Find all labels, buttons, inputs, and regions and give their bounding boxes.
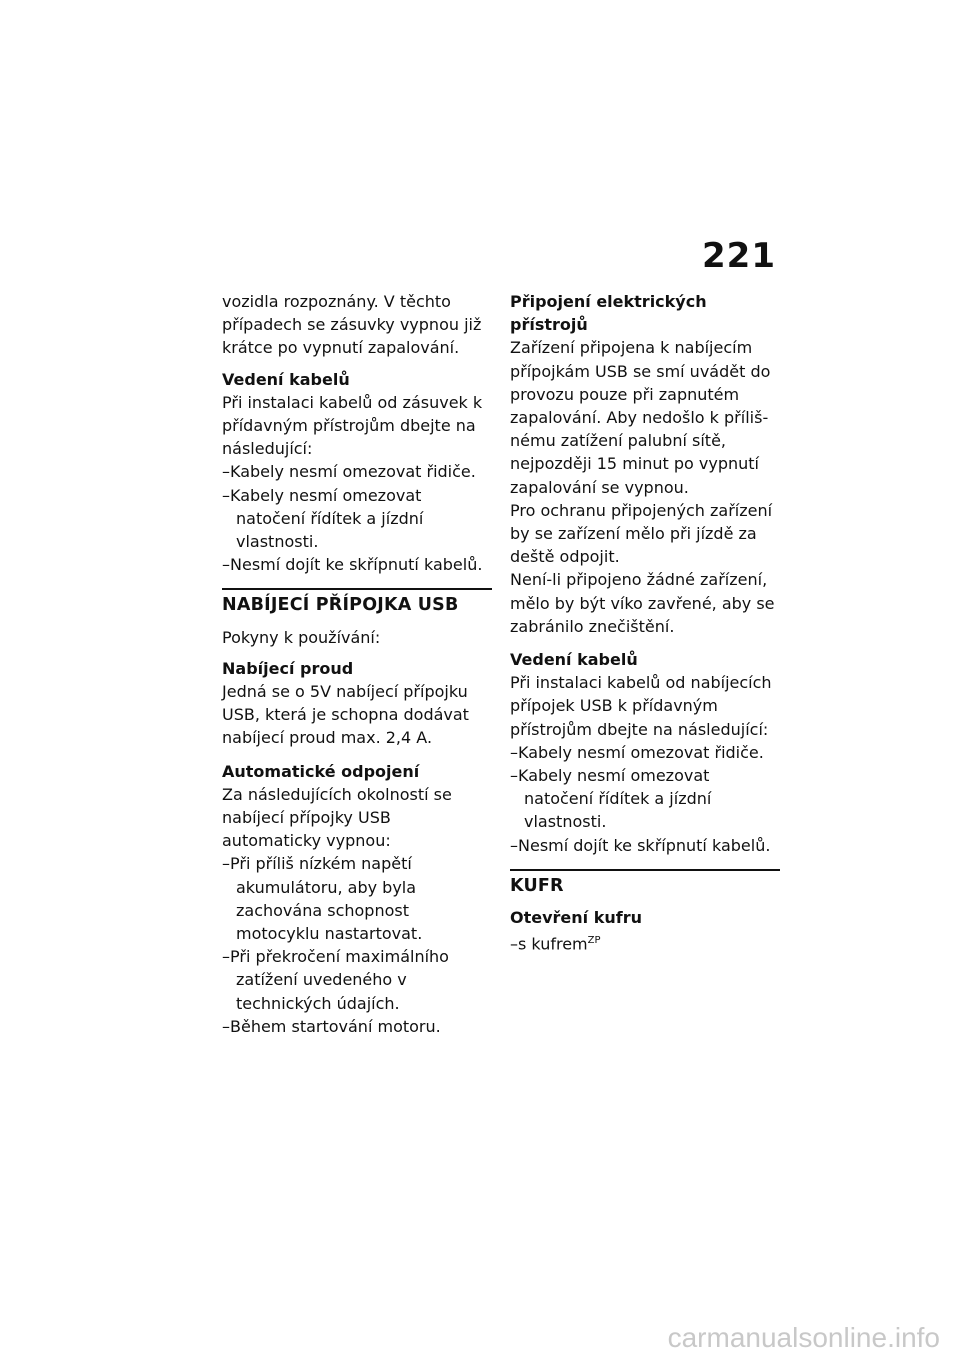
section-divider [510,869,780,871]
usb-cable-heading: Vedení kabelů [510,650,638,670]
usb-cable-text: Při instalaci kabelů od nabíjecích přípojek USB k přídavným přístrojům dbejte na následující: [510,673,772,739]
list-item: –Kabely nesmí omezovat natočení řídítek a jízdní vlastnosti. [222,485,424,552]
devices-paragraph-1: Zařízení připojena k nabíjecím přípojkám USB se smí uvádět do provozu pouze při zapnutém zapalování. Aby nedošlo k přílišnému zatížení palubní sítě, nejpozději 15 minut po vypnutí zapalování se vypnou. [510,338,771,497]
page-number: 221 [702,236,776,276]
list-item: –Nesmí dojít ke skřípnutí kabelů. [510,835,771,855]
charging-current-heading: Nabíjecí proud [222,658,354,678]
cable-routing-text: Při instalaci kabelů od zásuvek k přídavným přístrojům dbejte na následující: [222,392,483,459]
footnote-mark: ZP [587,935,601,947]
cable-routing-heading: Vedení kabelů [222,369,350,389]
usb-cable-block [510,648,780,857]
kufr-section-heading: KUFR [510,875,564,896]
list-item: –s kufrem$^{ZP}$ [510,934,601,954]
section-divider [222,588,492,590]
auto-off-heading: Automatické odpojení [222,761,420,781]
watermark: carmanualsonline.info [667,1322,940,1353]
list-item: –Při příliš nízkém napětí akumulátoru, aby byla zachována schopnost motocyklu nastartovat. [222,854,423,944]
usage-notes-text: Pokyny k používání: [222,627,381,647]
list-item: –Během startování motoru. [222,1016,441,1036]
intro-paragraph: vozidla rozpoznány. V těchto případech se zásuvky vypnou již krátce po vypnutí zapalování. [222,292,482,358]
devices-paragraph-3: Není-li připojeno žádné zařízení, mělo by být víko zavřené, aby se zabránilo znečištění. [510,570,775,636]
devices-heading: Připojení elektrických přístrojů [510,292,707,335]
list-item: –Kabely nesmí omezovat řidiče. [510,742,764,762]
devices-block [510,290,780,638]
left-column [222,290,492,1048]
usb-section-heading: NABÍJECÍ PŘÍPOJKA USB [222,595,459,616]
charging-current-text: Jedná se o 5V nabíjecí přípojku USB, která je schopna dodávat nabíjecí proud max. 2,4 A. [222,682,469,748]
auto-off-block [222,760,492,1038]
list-item: –Kabely nesmí omezovat řidiče. [222,462,476,482]
right-column [510,290,780,956]
list-item: –Při překročení maximálního zatížení uvedeného v technických údajích. [222,947,449,1013]
list-item: –Nesmí dojít ke skřípnutí kabelů. [222,555,483,575]
cable-routing-block [222,368,492,577]
devices-paragraph-2: Pro ochranu připojených zařízení by se zařízení mělo při jízdě za deště odpojit. [510,500,773,567]
list-item: –Kabely nesmí omezovat natočení řídítek a jízdní vlastnosti. [510,766,712,832]
auto-off-text: Za následujících okolností se nabíjecí přípojky USB automaticky vypnou: [222,784,452,851]
open-case-heading: Otevření kufru [510,908,642,928]
charging-current-block [222,657,492,750]
